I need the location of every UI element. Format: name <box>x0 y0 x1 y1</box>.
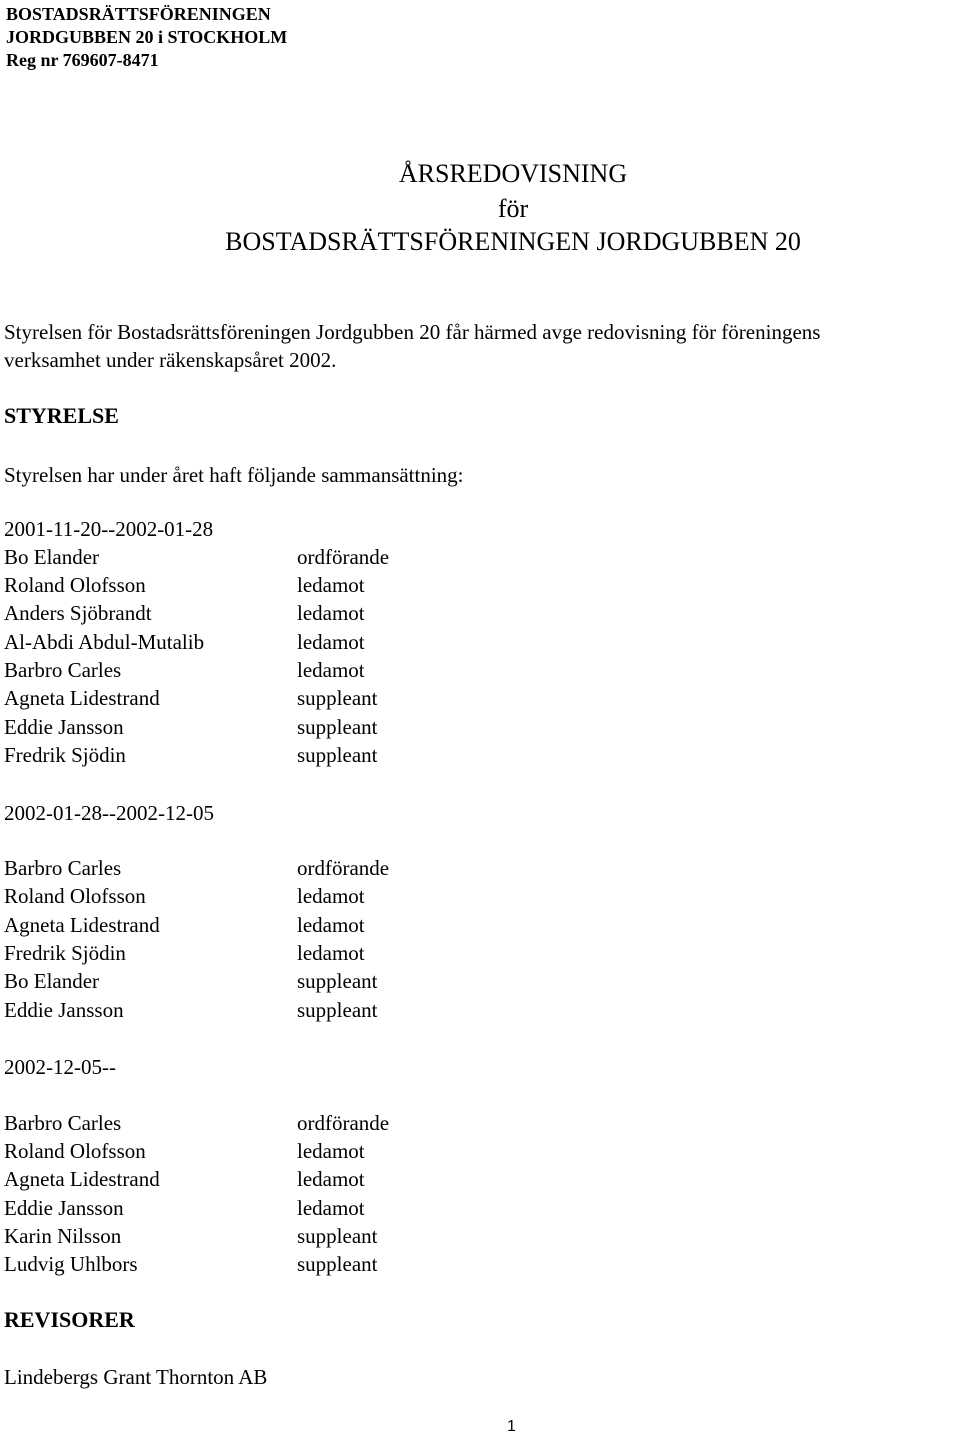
member-role: ledamot <box>297 1139 365 1163</box>
member-role: ordförande <box>297 545 390 569</box>
member-row <box>4 571 604 599</box>
period-label: 2002-01-28--2002-12-05 <box>4 801 214 825</box>
member-name: Eddie Jansson <box>4 998 124 1022</box>
member-row <box>4 1194 604 1222</box>
member-row <box>4 939 604 967</box>
member-role: suppleant <box>297 1224 378 1248</box>
member-role: suppleant <box>297 969 378 993</box>
member-name: Al-Abdi Abdul-Mutalib <box>4 630 205 654</box>
member-name: Barbro Carles <box>4 658 122 682</box>
member-name: Agneta Lidestrand <box>4 913 160 937</box>
revisorer-text: Lindebergs Grant Thornton AB <box>4 1365 268 1389</box>
member-row <box>4 599 604 627</box>
member-row <box>4 684 604 712</box>
member-name: Bo Elander <box>4 545 100 569</box>
member-role: ledamot <box>297 601 365 625</box>
document-title-association: BOSTADSRÄTTSFÖRENINGEN JORDGUBBEN 20 <box>225 227 801 256</box>
member-role: ordförande <box>297 1111 390 1135</box>
member-name: Eddie Jansson <box>4 1196 124 1220</box>
member-role: ledamot <box>297 884 365 908</box>
member-row <box>4 741 604 769</box>
member-row <box>4 967 604 995</box>
member-role: ledamot <box>297 913 365 937</box>
member-name: Fredrik Sjödin <box>4 743 126 767</box>
member-name: Bo Elander <box>4 969 100 993</box>
member-role: suppleant <box>297 686 378 710</box>
member-role: suppleant <box>297 998 378 1022</box>
member-row <box>4 713 604 741</box>
member-row <box>4 996 604 1024</box>
member-name: Agneta Lidestrand <box>4 1167 160 1191</box>
member-name: Ludvig Uhlbors <box>4 1252 138 1276</box>
intro-line-1: Styrelsen för Bostadsrättsföreningen Jordgubben 20 får härmed avge redovisning för föreningens <box>4 320 821 344</box>
member-name: Karin Nilsson <box>4 1224 122 1248</box>
member-row <box>4 543 604 571</box>
member-name: Barbro Carles <box>4 1111 122 1135</box>
member-row <box>4 1250 604 1278</box>
member-role: ledamot <box>297 941 365 965</box>
association-name-line2: JORDGUBBEN 20 i STOCKHOLM <box>6 27 288 47</box>
member-role: ledamot <box>297 573 365 597</box>
member-name: Roland Olofsson <box>4 573 146 597</box>
styrelse-text: Styrelsen har under året haft följande sammansättning: <box>4 463 464 487</box>
member-role: ledamot <box>297 1167 365 1191</box>
intro-line-2: verksamhet under räkenskapsåret 2002. <box>4 348 337 372</box>
member-role: ordförande <box>297 856 390 880</box>
member-row <box>4 656 604 684</box>
member-name: Roland Olofsson <box>4 1139 146 1163</box>
member-row <box>4 1222 604 1250</box>
member-name: Agneta Lidestrand <box>4 686 160 710</box>
member-name: Fredrik Sjödin <box>4 941 126 965</box>
page-number: 1 <box>507 1418 516 1435</box>
revisorer-heading: REVISORER <box>4 1307 135 1332</box>
member-role: ledamot <box>297 1196 365 1220</box>
member-row <box>4 911 604 939</box>
document-title: ÅRSREDOVISNING <box>398 159 628 188</box>
member-name: Barbro Carles <box>4 856 122 880</box>
member-role: ledamot <box>297 630 365 654</box>
association-name: BOSTADSRÄTTSFÖRENINGEN <box>6 4 271 24</box>
period-label: 2002-12-05-- <box>4 1055 116 1079</box>
member-role: suppleant <box>297 743 378 767</box>
member-row <box>4 1137 604 1165</box>
member-role: suppleant <box>297 1252 378 1276</box>
member-row <box>4 882 604 910</box>
document-title-for: för <box>497 194 529 223</box>
member-row <box>4 854 604 882</box>
registration-number: Reg nr 769607-8471 <box>6 50 159 70</box>
member-name: Roland Olofsson <box>4 884 146 908</box>
member-name: Eddie Jansson <box>4 715 124 739</box>
member-row <box>4 1109 604 1137</box>
member-name: Anders Sjöbrandt <box>4 601 152 625</box>
member-row <box>4 628 604 656</box>
period-label: 2001-11-20--2002-01-28 <box>4 517 214 541</box>
member-role: suppleant <box>297 715 378 739</box>
member-role: ledamot <box>297 658 365 682</box>
styrelse-heading: STYRELSE <box>4 403 119 428</box>
member-row <box>4 1165 604 1193</box>
